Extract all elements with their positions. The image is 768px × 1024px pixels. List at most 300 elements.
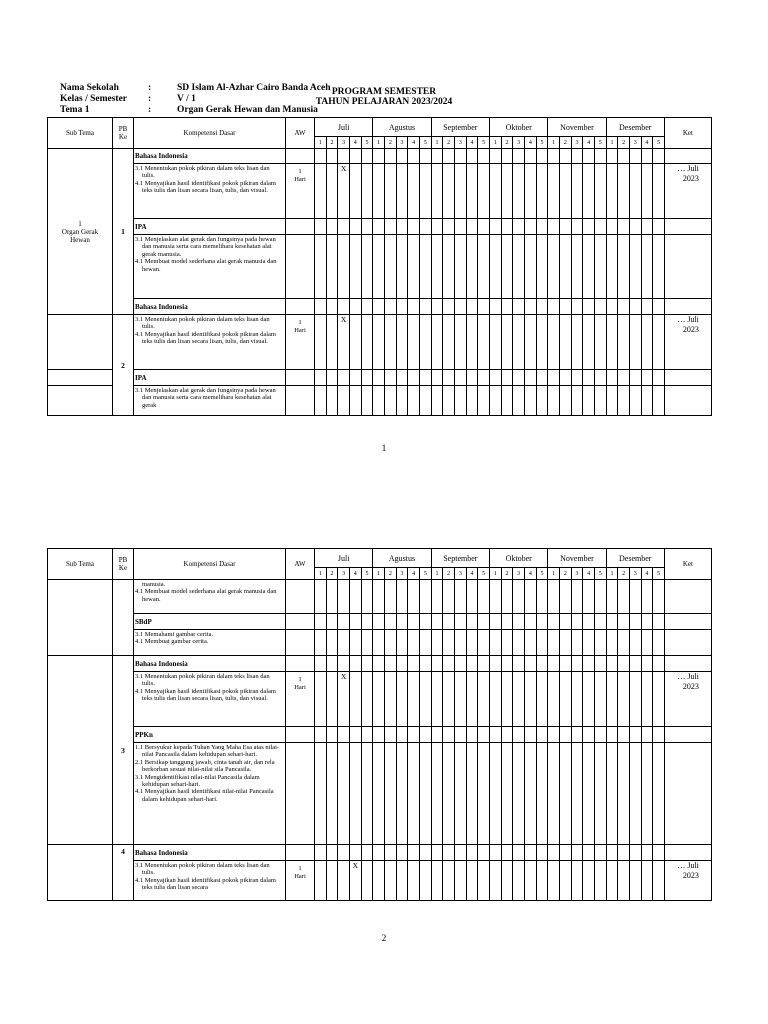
- week-number: 5: [536, 568, 548, 580]
- week-cell: [373, 149, 385, 164]
- week-cell: [315, 299, 327, 315]
- week-cell: [583, 386, 595, 416]
- pb-number: 2: [113, 315, 134, 416]
- week-cell: [454, 845, 466, 861]
- week-cell: [559, 299, 571, 315]
- week-cell: [443, 370, 455, 386]
- week-cell: [501, 386, 513, 416]
- week-cell: [594, 149, 606, 164]
- kd-item: 3.1 Menentukan pokok pikiran dalam teks lisan dan tulis.: [135, 316, 270, 331]
- week-cell: [490, 235, 502, 299]
- week-cell: [594, 614, 606, 630]
- month-header: Oktober: [490, 549, 548, 568]
- week-cell: [583, 219, 595, 235]
- week-cell: [618, 630, 630, 656]
- aw-cell: 1 Hari: [286, 861, 315, 901]
- week-cell: [315, 580, 327, 614]
- info-colon: :: [148, 83, 152, 93]
- week-cell: [606, 614, 618, 630]
- week-cell: [536, 845, 548, 861]
- week-cell: [571, 656, 583, 672]
- week-cell: [641, 672, 653, 727]
- week-cell: [443, 149, 455, 164]
- week-number: 1: [373, 137, 385, 149]
- week-cell: [618, 614, 630, 630]
- week-cell: [361, 370, 373, 386]
- week-cell: [396, 219, 408, 235]
- week-cell: [536, 299, 548, 315]
- week-cell: [548, 630, 560, 656]
- week-cell: [385, 315, 397, 370]
- week-cell: [559, 149, 571, 164]
- week-cell: [641, 743, 653, 845]
- week-cell: [536, 672, 548, 727]
- week-cell: [478, 656, 490, 672]
- week-cell: [524, 386, 536, 416]
- ket-cell: [664, 614, 711, 630]
- info-colon: :: [148, 94, 152, 104]
- week-cell: [385, 299, 397, 315]
- week-cell: [315, 386, 327, 416]
- aw-cell: [286, 299, 315, 315]
- week-cell: [524, 219, 536, 235]
- week-number: 4: [466, 568, 478, 580]
- week-cell: [326, 235, 338, 299]
- week-cell: [408, 630, 420, 656]
- pb-number: 4: [113, 845, 134, 901]
- ket-cell: [664, 845, 711, 861]
- week-number: 2: [501, 568, 513, 580]
- week-cell: [594, 727, 606, 743]
- week-number: 4: [583, 137, 595, 149]
- month-header: Agustus: [373, 118, 431, 137]
- aw-cell: [286, 727, 315, 743]
- week-cell: [641, 386, 653, 416]
- week-cell: [653, 743, 665, 845]
- week-cell: [501, 235, 513, 299]
- week-cell: [594, 630, 606, 656]
- week-cell: [478, 861, 490, 901]
- week-cell: [338, 149, 350, 164]
- week-cell: [326, 386, 338, 416]
- week-cell: [594, 235, 606, 299]
- week-cell: [326, 614, 338, 630]
- week-cell: [653, 630, 665, 656]
- week-cell: [454, 614, 466, 630]
- week-cell: [536, 656, 548, 672]
- week-number: 1: [431, 568, 443, 580]
- aw-cell: [286, 370, 315, 386]
- week-cell: [373, 315, 385, 370]
- week-cell: [501, 727, 513, 743]
- week-cell: [490, 672, 502, 727]
- week-cell: [571, 727, 583, 743]
- week-cell: [641, 580, 653, 614]
- aw-cell: 1 Hari: [286, 672, 315, 727]
- week-cell: [524, 614, 536, 630]
- week-cell: [454, 315, 466, 370]
- week-cell: [361, 743, 373, 845]
- week-cell: [559, 630, 571, 656]
- week-cell: [349, 149, 361, 164]
- week-cell: [536, 727, 548, 743]
- week-cell: [326, 315, 338, 370]
- week-cell: [315, 845, 327, 861]
- week-cell: [559, 743, 571, 845]
- week-cell: [653, 845, 665, 861]
- week-cell: [536, 580, 548, 614]
- week-cell: [408, 861, 420, 901]
- week-cell: [606, 164, 618, 219]
- week-cell: [315, 164, 327, 219]
- kd-cell: [134, 861, 286, 901]
- week-cell: [571, 580, 583, 614]
- week-cell: [454, 370, 466, 386]
- week-cell: [606, 743, 618, 845]
- week-cell: [454, 235, 466, 299]
- subject-label: Bahasa Indonesia: [134, 845, 286, 861]
- week-cell: [524, 630, 536, 656]
- schedule-mark: X: [338, 672, 350, 727]
- week-cell: [396, 149, 408, 164]
- week-cell: [385, 235, 397, 299]
- week-cell: [641, 630, 653, 656]
- week-cell: [594, 315, 606, 370]
- kd-item: 3.1 Menentukan pokok pikiran dalam teks lisan dan tulis.: [135, 673, 270, 688]
- week-cell: [466, 672, 478, 727]
- week-cell: [653, 614, 665, 630]
- sub-tema-cell: [48, 386, 113, 416]
- week-cell: [536, 614, 548, 630]
- week-cell: [618, 580, 630, 614]
- week-cell: [594, 672, 606, 727]
- week-number: 4: [466, 137, 478, 149]
- kd-cell: [134, 630, 286, 656]
- ket-cell: … Juli 2023: [664, 861, 711, 901]
- week-cell: [338, 370, 350, 386]
- week-cell: [548, 299, 560, 315]
- week-cell: [641, 315, 653, 370]
- week-cell: [396, 164, 408, 219]
- week-cell: [396, 235, 408, 299]
- week-cell: [443, 235, 455, 299]
- week-number: 5: [419, 137, 431, 149]
- week-cell: [385, 743, 397, 845]
- aw-cell: [286, 614, 315, 630]
- header-kompetensi-dasar: Kompetensi Dasar: [134, 118, 286, 149]
- week-number: 3: [571, 137, 583, 149]
- week-number: 3: [629, 568, 641, 580]
- week-cell: [618, 370, 630, 386]
- week-cell: [373, 370, 385, 386]
- week-cell: [454, 149, 466, 164]
- week-cell: [606, 299, 618, 315]
- week-cell: [490, 580, 502, 614]
- week-cell: [478, 164, 490, 219]
- week-cell: [373, 743, 385, 845]
- week-cell: [513, 656, 525, 672]
- week-cell: [349, 614, 361, 630]
- week-cell: [571, 164, 583, 219]
- week-cell: [653, 386, 665, 416]
- week-cell: [408, 315, 420, 370]
- week-cell: [315, 149, 327, 164]
- week-cell: [338, 630, 350, 656]
- week-cell: [559, 235, 571, 299]
- week-number: 4: [583, 568, 595, 580]
- week-cell: [618, 672, 630, 727]
- week-cell: [629, 656, 641, 672]
- week-number: 4: [349, 137, 361, 149]
- week-cell: [419, 370, 431, 386]
- week-cell: [629, 149, 641, 164]
- week-cell: [385, 370, 397, 386]
- week-cell: [349, 386, 361, 416]
- week-number: 1: [606, 568, 618, 580]
- week-cell: [490, 299, 502, 315]
- week-cell: [431, 235, 443, 299]
- week-cell: [361, 845, 373, 861]
- week-cell: [629, 845, 641, 861]
- month-header: Desember: [606, 118, 664, 137]
- week-cell: [419, 614, 431, 630]
- week-number: 5: [361, 568, 373, 580]
- week-cell: [431, 299, 443, 315]
- week-cell: [431, 386, 443, 416]
- week-cell: [536, 164, 548, 219]
- week-number: 4: [524, 137, 536, 149]
- week-cell: [431, 580, 443, 614]
- week-cell: [408, 299, 420, 315]
- week-cell: [618, 386, 630, 416]
- week-number: 5: [594, 137, 606, 149]
- week-cell: [326, 656, 338, 672]
- week-number: 5: [536, 137, 548, 149]
- week-number: 3: [338, 137, 350, 149]
- week-cell: [618, 219, 630, 235]
- week-cell: [606, 861, 618, 901]
- week-cell: [583, 315, 595, 370]
- kd-cell: [134, 580, 286, 614]
- week-cell: [338, 580, 350, 614]
- schedule-mark: X: [338, 315, 350, 370]
- week-cell: [490, 743, 502, 845]
- week-cell: [653, 219, 665, 235]
- week-cell: [431, 672, 443, 727]
- week-cell: [513, 743, 525, 845]
- week-cell: [385, 630, 397, 656]
- week-cell: [385, 727, 397, 743]
- week-cell: [408, 235, 420, 299]
- week-cell: [571, 845, 583, 861]
- info-value: V / 1: [177, 94, 196, 104]
- week-cell: [629, 672, 641, 727]
- week-cell: [653, 315, 665, 370]
- week-cell: [349, 370, 361, 386]
- week-cell: [548, 149, 560, 164]
- week-cell: [501, 219, 513, 235]
- week-cell: [396, 630, 408, 656]
- week-cell: [396, 580, 408, 614]
- week-cell: [349, 656, 361, 672]
- week-cell: [501, 149, 513, 164]
- week-number: 5: [478, 137, 490, 149]
- week-number: 2: [618, 568, 630, 580]
- week-cell: [338, 386, 350, 416]
- week-cell: [326, 370, 338, 386]
- week-cell: [373, 727, 385, 743]
- week-cell: [338, 656, 350, 672]
- week-cell: [466, 219, 478, 235]
- week-cell: [315, 630, 327, 656]
- week-cell: [443, 845, 455, 861]
- week-cell: [408, 370, 420, 386]
- week-cell: [524, 656, 536, 672]
- program-table-page-1: [47, 117, 712, 416]
- week-cell: [431, 149, 443, 164]
- week-cell: [408, 149, 420, 164]
- week-cell: [385, 580, 397, 614]
- week-cell: [641, 861, 653, 901]
- aw-cell: [286, 656, 315, 672]
- week-cell: [501, 580, 513, 614]
- subject-label: Bahasa Indonesia: [134, 149, 286, 164]
- week-cell: [641, 235, 653, 299]
- week-cell: [408, 386, 420, 416]
- week-cell: [396, 656, 408, 672]
- pb-number: 3: [113, 656, 134, 845]
- week-cell: [513, 845, 525, 861]
- ket-cell: [664, 386, 711, 416]
- week-cell: [653, 580, 665, 614]
- week-cell: [443, 861, 455, 901]
- week-cell: [349, 727, 361, 743]
- week-cell: [326, 219, 338, 235]
- week-cell: [524, 580, 536, 614]
- week-cell: [326, 861, 338, 901]
- week-cell: [326, 149, 338, 164]
- month-header: September: [431, 118, 489, 137]
- week-cell: [524, 672, 536, 727]
- week-cell: [501, 672, 513, 727]
- week-cell: [536, 370, 548, 386]
- week-number: 4: [641, 568, 653, 580]
- week-cell: [606, 656, 618, 672]
- week-cell: [513, 149, 525, 164]
- week-cell: [326, 630, 338, 656]
- week-cell: [524, 861, 536, 901]
- week-cell: [361, 630, 373, 656]
- week-cell: [629, 630, 641, 656]
- week-number: 5: [653, 137, 665, 149]
- ket-cell: [664, 370, 711, 386]
- week-cell: [524, 743, 536, 845]
- header-aw: AW: [286, 549, 315, 580]
- week-number: 3: [338, 568, 350, 580]
- week-number: 1: [548, 137, 560, 149]
- week-cell: [571, 149, 583, 164]
- week-cell: [466, 164, 478, 219]
- week-cell: [629, 164, 641, 219]
- kd-item: 3.1 Memahami gambar cerita.: [135, 631, 214, 638]
- week-cell: [641, 370, 653, 386]
- week-cell: [653, 299, 665, 315]
- week-cell: [501, 299, 513, 315]
- week-cell: [513, 164, 525, 219]
- week-cell: [583, 630, 595, 656]
- week-cell: [653, 164, 665, 219]
- week-cell: [431, 219, 443, 235]
- week-number: 1: [431, 137, 443, 149]
- week-cell: [583, 149, 595, 164]
- week-cell: [559, 727, 571, 743]
- week-cell: [606, 727, 618, 743]
- subject-label: IPA: [134, 219, 286, 235]
- header-pb-ke: PB Ke: [113, 549, 134, 580]
- week-cell: [594, 219, 606, 235]
- sub-tema-cell: [48, 315, 113, 370]
- week-cell: [466, 386, 478, 416]
- week-cell: [443, 743, 455, 845]
- week-cell: [419, 299, 431, 315]
- aw-cell: [286, 235, 315, 299]
- week-cell: [385, 861, 397, 901]
- week-cell: [513, 580, 525, 614]
- week-cell: [349, 315, 361, 370]
- month-header: Oktober: [490, 118, 548, 137]
- week-cell: [559, 370, 571, 386]
- week-cell: [361, 299, 373, 315]
- week-cell: [385, 386, 397, 416]
- week-cell: [583, 235, 595, 299]
- month-header: November: [548, 549, 606, 568]
- week-cell: [641, 219, 653, 235]
- week-cell: [618, 315, 630, 370]
- week-cell: [385, 219, 397, 235]
- week-cell: [536, 386, 548, 416]
- week-cell: [326, 727, 338, 743]
- week-cell: [349, 743, 361, 845]
- week-cell: [338, 861, 350, 901]
- month-header: Juli: [315, 549, 373, 568]
- week-cell: [408, 845, 420, 861]
- week-cell: [594, 845, 606, 861]
- ket-cell: … Juli 2023: [664, 315, 711, 370]
- week-cell: [524, 845, 536, 861]
- week-cell: [629, 370, 641, 386]
- week-cell: [548, 727, 560, 743]
- aw-cell: [286, 219, 315, 235]
- week-cell: [641, 149, 653, 164]
- week-cell: [385, 614, 397, 630]
- week-cell: [466, 235, 478, 299]
- week-cell: [594, 370, 606, 386]
- week-number: 2: [443, 568, 455, 580]
- week-cell: [396, 614, 408, 630]
- week-cell: [559, 386, 571, 416]
- week-cell: [326, 845, 338, 861]
- week-cell: [536, 861, 548, 901]
- subject-label: Bahasa Indonesia: [134, 656, 286, 672]
- week-cell: [373, 164, 385, 219]
- week-cell: [478, 299, 490, 315]
- week-cell: [618, 149, 630, 164]
- week-cell: [490, 630, 502, 656]
- subject-label: IPA: [134, 370, 286, 386]
- week-cell: [490, 845, 502, 861]
- week-cell: [385, 164, 397, 219]
- week-cell: [443, 630, 455, 656]
